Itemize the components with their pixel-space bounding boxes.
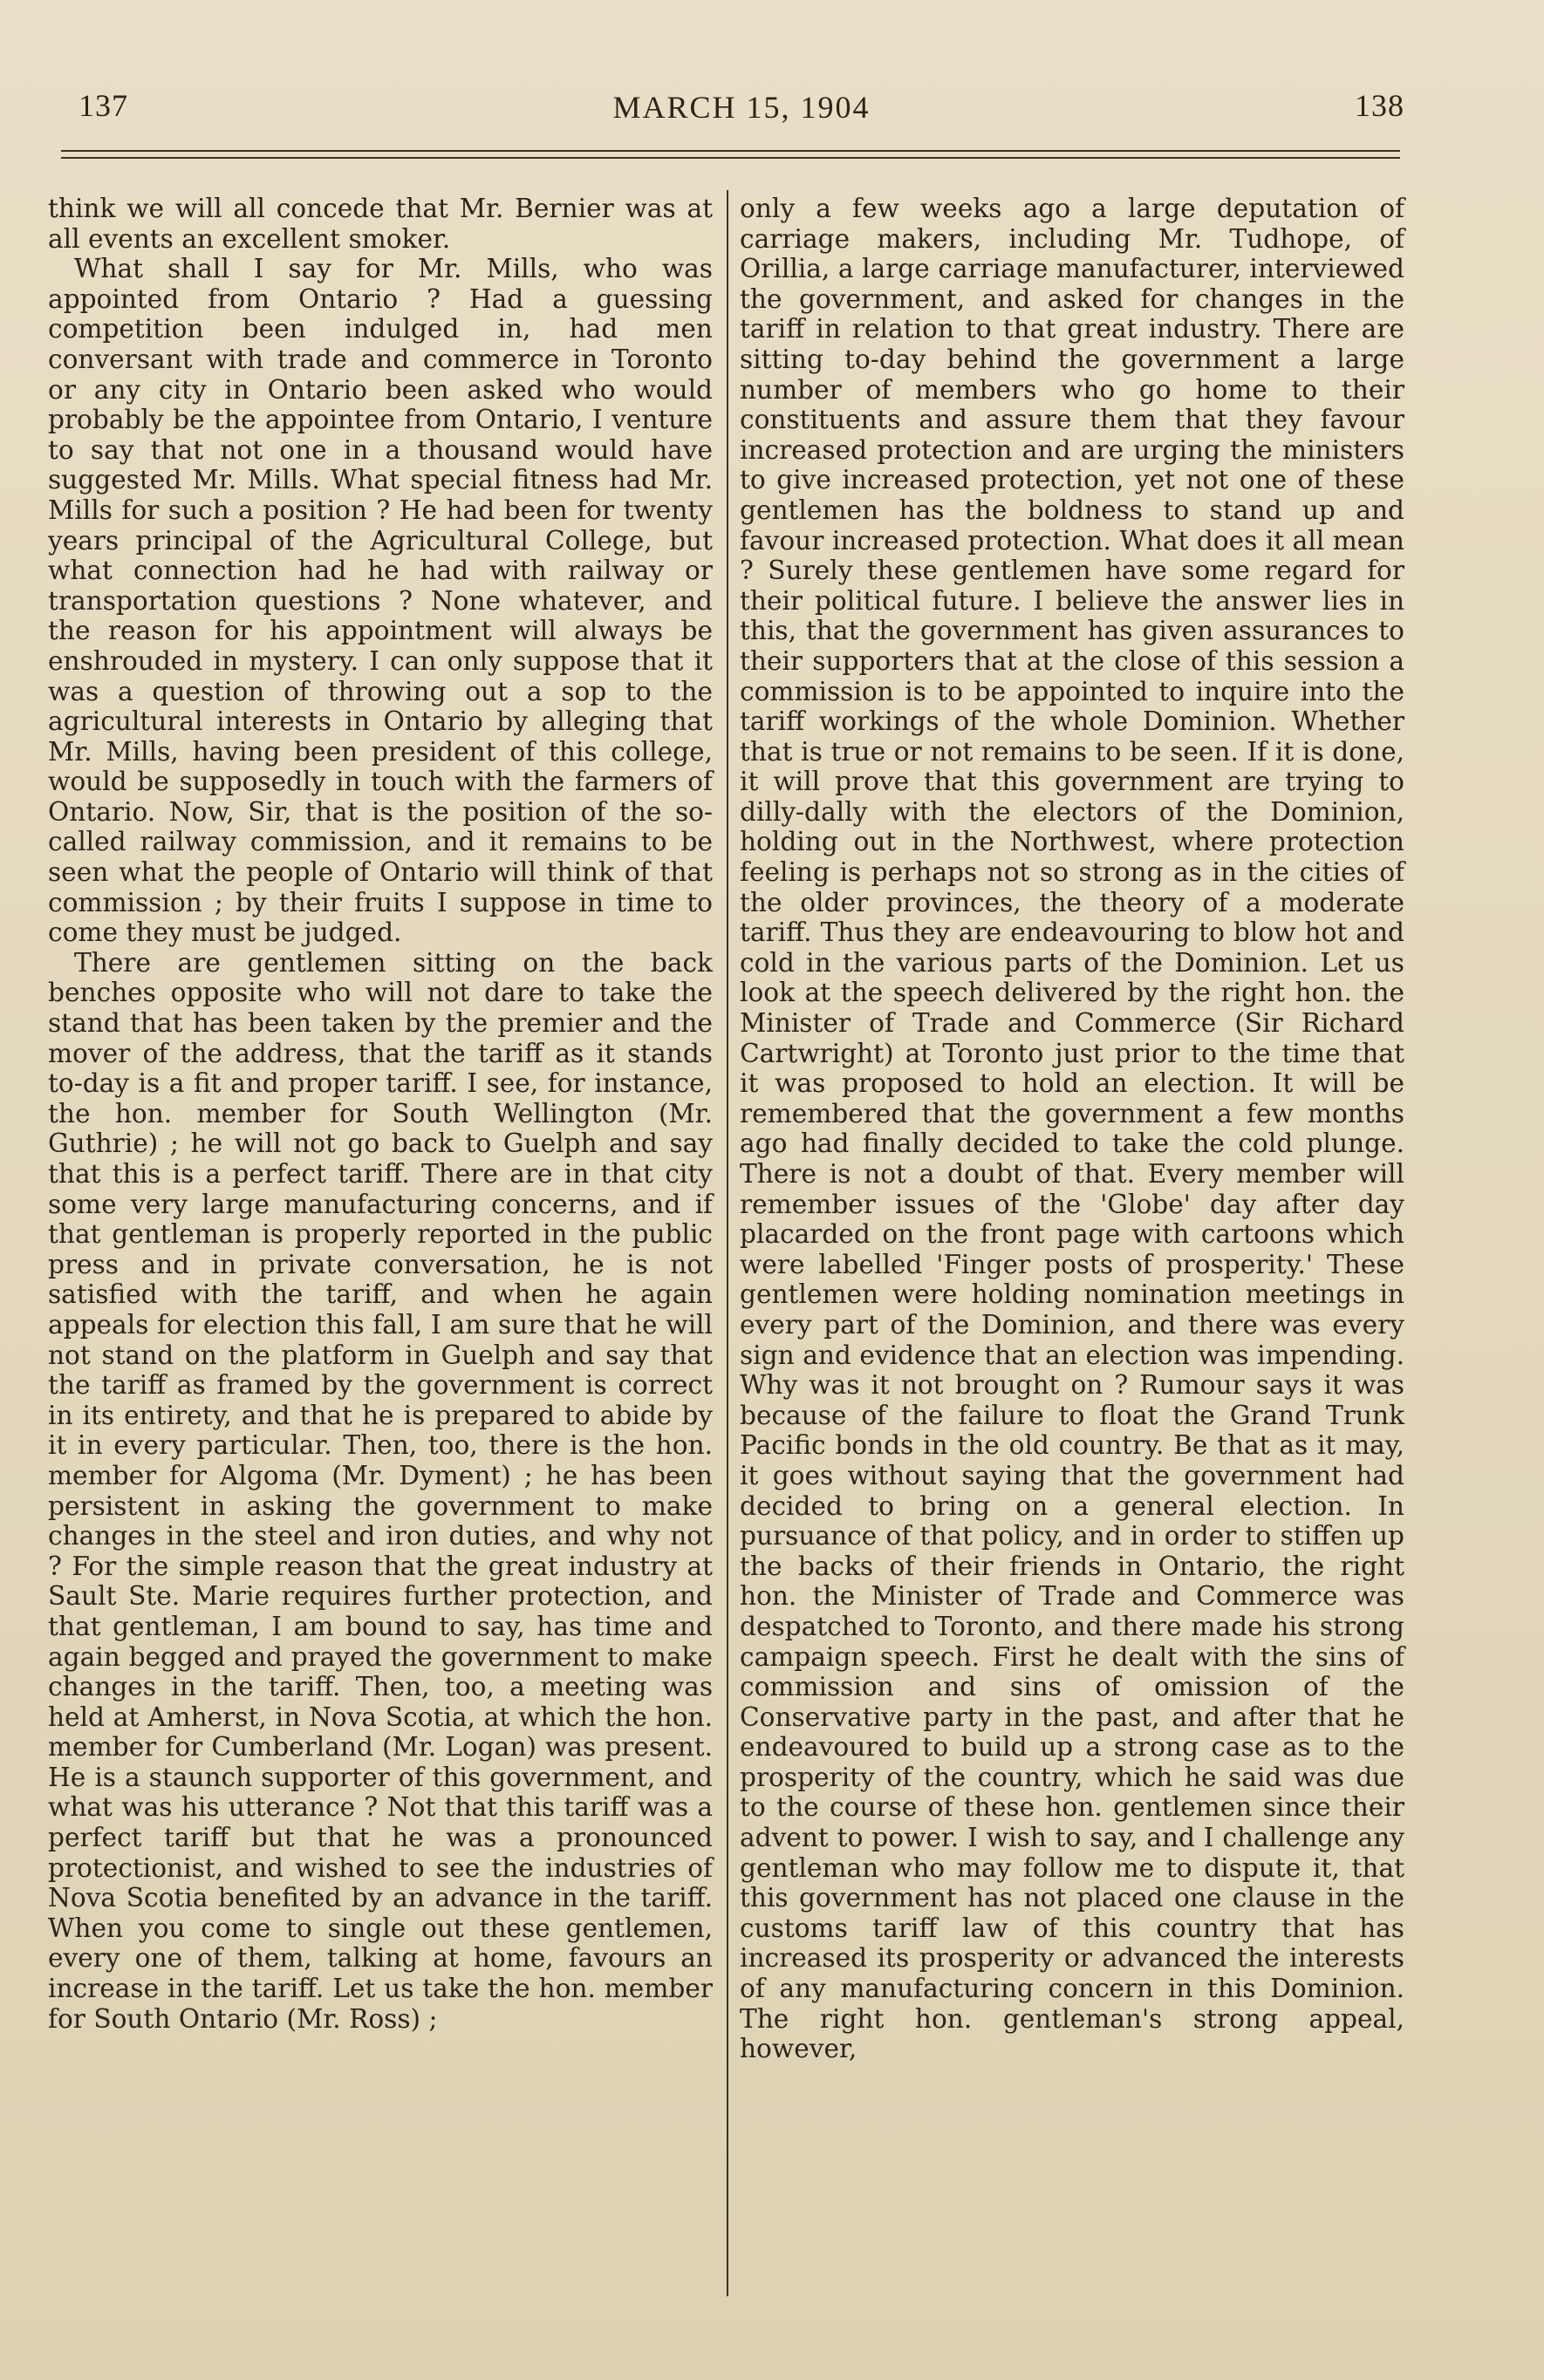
- column-divider: [727, 190, 728, 2296]
- right-column: [740, 194, 1404, 2064]
- page-number-right: 138: [1355, 88, 1404, 123]
- header-date: MARCH 15, 1904: [612, 90, 871, 125]
- paragraph: only a few weeks ago a large deputation of carriage makers, including Mr. Tudhope, of Orillia, a large carriage manufacturer, interviewed the government, and asked for changes in the tariff in relation to that great industry. There are sitting to-day behind the government a large number of members who go home to their constituents and assure them that they favour increased protection and are urging the ministers to give increased protection, yet not one of these gentlemen has the boldness to stand up and favour increased protection. What does it all mean ? Surely these gentlemen have some regard for their political future. I believe the answer lies in this, that the government has given assurances to their supporters that at the close of this session a commission is to be appointed to inquire into the tariff workings of the whole Dominion. Whether that is true or not remains to be seen. If it is done, it will prove that this government are trying to dilly-dally with the electors of the Dominion, holding out in the Northwest, where protection feeling is perhaps not so strong as in the cities of the older provinces, the theory of a moderate tariff. Thus they are endeavouring to blow hot and cold in the various parts of the Dominion. Let us look at the speech delivered by the right hon. the Minister of Trade and Commerce (Sir Richard Cartwright) at Toronto just prior to the time that it was proposed to hold an election. It will be remembered that the government a few months ago had finally decided to take the cold plunge. There is not a doubt of that. Every member will remember issues of the 'Globe' day after day placarded on the front page with cartoons which were labelled 'Finger posts of prosperity.' These gentlemen were holding nomination meetings in every part of the Dominion, and there was every sign and evidence that an election was impending. Why was it not brought on ? Rumour says it was because of the failure to float the Grand Trunk Pacific bonds in the old country. Be that as it may, it goes without saying that the government had decided to bring on a general election. In pursuance of that policy, and in order to stiffen up the backs of their friends in Ontario, the right hon. the Minister of Trade and Commerce was despatched to Toronto, and there made his strong campaign speech. First he dealt with the sins of commission and sins of omission of the Conservative party in the past, and after that he endeavoured to build up a strong case as to the prosperity of the country, which he said was due to the course of these hon. gentlemen since their advent to power. I wish to say, and I challenge any gentleman who may follow me to dispute it, that this government has not placed one clause in the customs tariff law of this country that has increased its prosperity or advanced the interests of any manufacturing concern in this Dominion. The right hon. gentleman's strong appeal, however,: [740, 194, 1404, 2064]
- paragraph: There are gentlemen sitting on the back benches opposite who will not dare to take the stand that has been taken by the premier and the mover of the address, that the tariff as it stands to-day is a fit and proper tariff. I see, for instance, the hon. member for South Wellington (Mr. Guthrie) ; he will not go back to Guelph and say that this is a perfect tariff. There are in that city some very large manufacturing concerns, and if that gentleman is properly reported in the public press and in private conversation, he is not satisfied with the tariff, and when he again appeals for election this fall, I am sure that he will not stand on the platform in Guelph and say that the tariff as framed by the government is correct in its entirety, and that he is prepared to abide by it in every particular. Then, too, there is the hon. member for Algoma (Mr. Dyment) ; he has been persistent in asking the government to make changes in the steel and iron duties, and why not ? For the simple reason that the great industry at Sault Ste. Marie requires further protection, and that gentleman, I am bound to say, has time and again begged and prayed the government to make changes in the tariff. Then, too, a meeting was held at Amherst, in Nova Scotia, at which the hon. member for Cumberland (Mr. Logan) was present. He is a staunch supporter of this government, and what was his utterance ? Not that this tariff was a perfect tariff but that he was a pronounced protectionist, and wished to see the industries of Nova Scotia benefited by an advance in the tariff. When you come to single out these gentlemen, every one of them, talking at home, favours an increase in the tariff. Let us take the hon. member for South Ontario (Mr. Ross) ;: [48, 947, 713, 2034]
- header-double-rule: [61, 150, 1400, 164]
- running-header: [79, 87, 1404, 140]
- page-number-left: 137: [79, 88, 128, 123]
- paragraph: think we will all concede that Mr. Bernier was at all events an excellent smoker.: [48, 194, 713, 254]
- left-column: [48, 194, 713, 2034]
- paragraph: What shall I say for Mr. Mills, who was appointed from Ontario ? Had a guessing competition been indulged in, had men conversant with trade and commerce in Toronto or any city in Ontario been asked who would probably be the appointee from Ontario, I venture to say that not one in a thousand would have suggested Mr. Mills. What special fitness had Mr. Mills for such a position ? He had been for twenty years principal of the Agricultural College, but what connection had he had with railway or transportation questions ? None whatever, and the reason for his appointment will always be enshrouded in mystery. I can only suppose that it was a question of throwing out a sop to the agricultural interests in Ontario by alleging that Mr. Mills, having been president of this college, would be supposedly in touch with the farmers of Ontario. Now, Sir, that is the position of the so-called railway commission, and it remains to be seen what the people of Ontario will think of that commission ; by their fruits I suppose in time to come they must be judged.: [48, 254, 713, 948]
